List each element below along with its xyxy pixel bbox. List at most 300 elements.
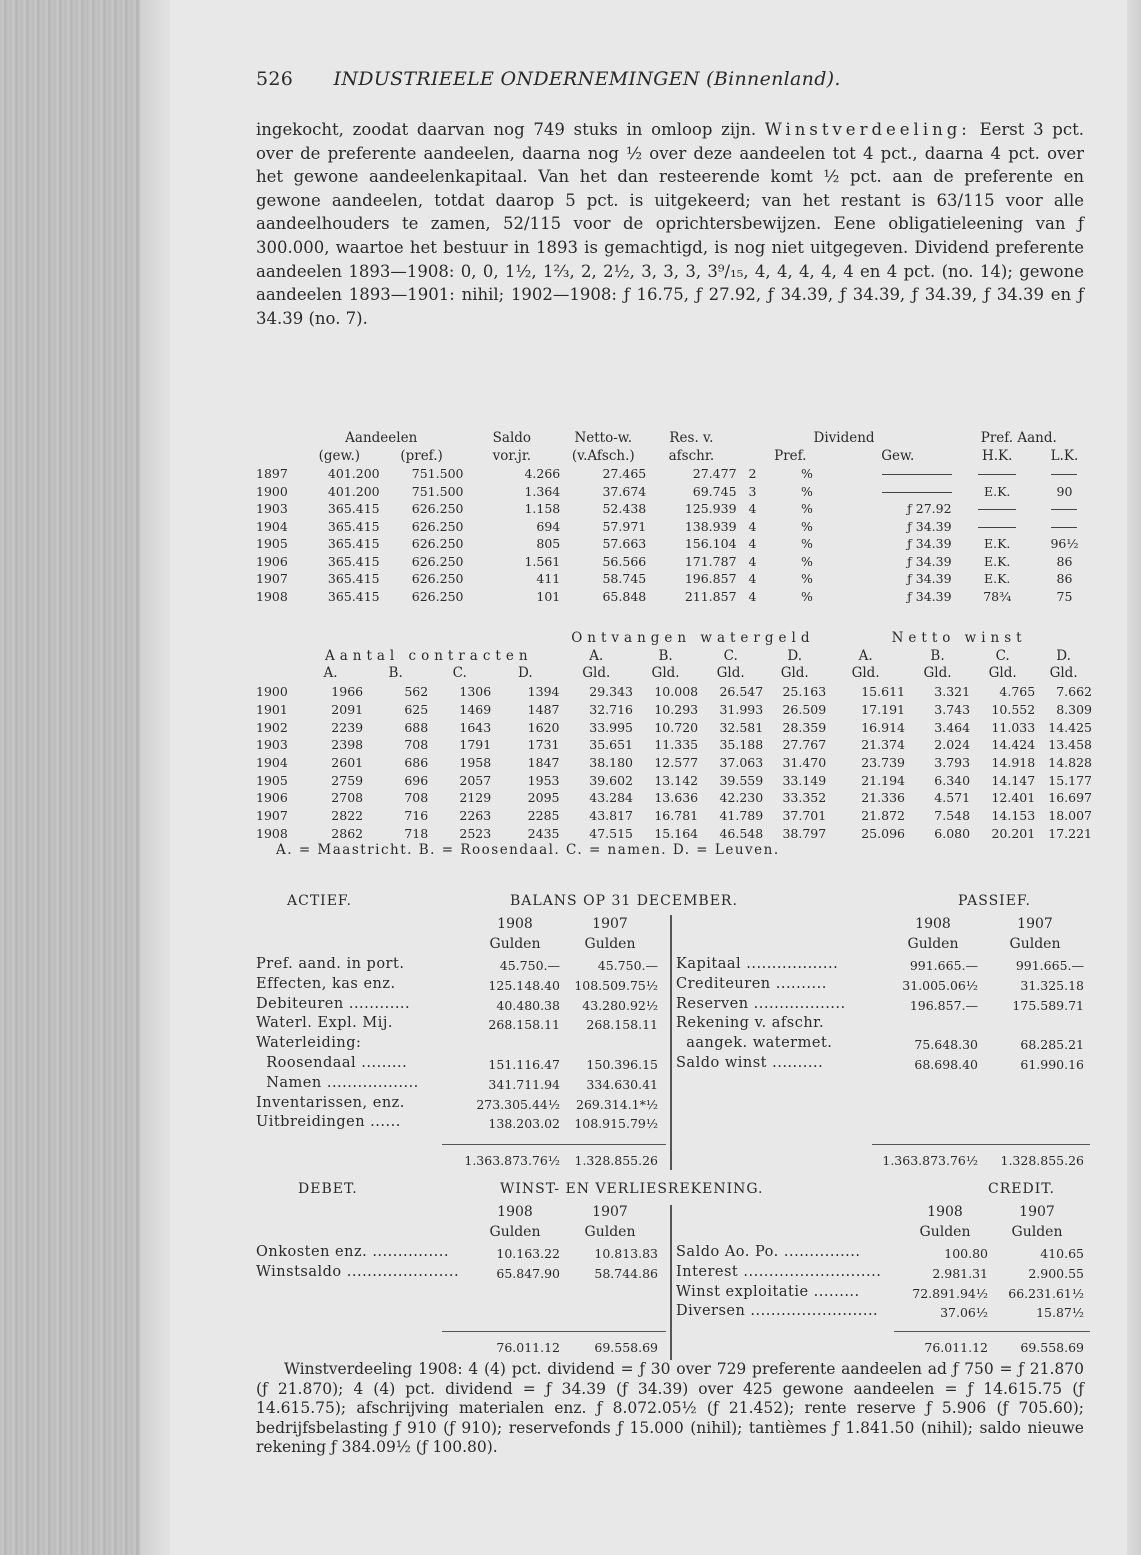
cell-netto-winst: 8.309	[1056, 701, 1092, 717]
row-label: Waterl. Expl. Mij.	[256, 1015, 393, 1032]
cell-netto: 57.971	[602, 518, 647, 534]
cell-year: 1904	[256, 754, 288, 770]
col-letter: A.	[858, 647, 873, 664]
cell-netto-winst: 14.147	[991, 772, 1036, 788]
credit-unit1: Gulden	[919, 1224, 971, 1240]
cell-netto-winst: 2.024	[934, 737, 971, 753]
col-letter: B.	[930, 647, 945, 664]
cell-watergeld: 33.149	[782, 772, 827, 788]
row-label: Inventarissen, enz.	[256, 1094, 405, 1111]
cell-watergeld: 46.548	[719, 825, 764, 841]
cell-pct: %	[801, 553, 813, 569]
cell-gew: 365.415	[327, 588, 380, 604]
cell-div-pref: 2	[748, 466, 757, 481]
cell-watergeld: 25.163	[782, 684, 827, 700]
col-letter: A.	[323, 665, 338, 682]
cell-res: 211.857	[684, 588, 737, 604]
cell-contracts: 2435	[527, 825, 560, 841]
debet-title: DEBET.	[298, 1181, 358, 1197]
value-1907: 43.280.92½	[582, 997, 658, 1013]
cell-contracts: 2285	[527, 808, 560, 824]
table-row	[256, 701, 1092, 719]
cell-div-gew: ƒ 27.92	[907, 501, 952, 516]
cell-hk: 78¾	[983, 588, 1012, 604]
cell-watergeld: 10.008	[654, 684, 699, 700]
table-row	[256, 807, 1092, 825]
cell-watergeld: 10.293	[654, 701, 699, 717]
cell-watergeld: 26.547	[719, 684, 764, 700]
value-1908: 75.648.30	[914, 1037, 978, 1053]
cell-contracts: 2862	[331, 825, 364, 841]
cell-res: 196.857	[684, 571, 737, 586]
cell-contracts: 708	[404, 737, 429, 753]
table-row	[256, 518, 1086, 536]
table-row	[256, 825, 1092, 843]
cell-watergeld: 16.781	[654, 808, 699, 824]
value-1908: 68.698.40	[914, 1057, 978, 1072]
cell-lk	[1043, 500, 1086, 518]
cell-watergeld: 33.995	[589, 719, 633, 735]
cell-contracts: 2239	[331, 719, 364, 735]
cell-saldo: 101	[536, 588, 561, 604]
col-unit: Gld.	[988, 665, 1017, 682]
row-label: Waterleiding:	[256, 1035, 362, 1052]
credit-year1: 1908	[927, 1204, 963, 1220]
cell-watergeld: 38.180	[589, 754, 633, 770]
cell-year: 1902	[256, 719, 288, 735]
actief-total-1908: 1.363.873.76½	[464, 1153, 560, 1168]
cell-watergeld: 39.602	[589, 772, 633, 788]
cell-year: 1901	[256, 701, 288, 717]
credit-total-rule	[894, 1331, 1090, 1332]
col-vafsch: (v.Afsch.)	[571, 447, 635, 464]
col-group-aandeelen: Aandeelen	[345, 430, 418, 446]
cell-div-pref: 4	[748, 536, 757, 551]
cell-hk: E.K.	[984, 536, 1011, 551]
cell-saldo: 805	[536, 536, 561, 551]
value-1907: 68.285.21	[1020, 1037, 1084, 1053]
row-label: Onkosten enz. ...............	[256, 1244, 449, 1260]
cell-contracts: 2759	[331, 772, 364, 788]
cell-netto: 52.438	[602, 501, 647, 516]
value-1907: 108.509.75½	[574, 977, 658, 993]
passief-title: PASSIEF.	[958, 893, 1031, 909]
cell-year: 1903	[256, 501, 288, 516]
cell-watergeld: 15.164	[654, 825, 699, 841]
cell-lk	[1043, 465, 1086, 483]
cell-netto-winst: 23.739	[861, 754, 905, 770]
cell-div-gew: ƒ 34.39	[907, 571, 952, 586]
row-label: Reserven ..................	[676, 995, 846, 1012]
value-1908: 37.06½	[940, 1305, 988, 1321]
cell-div-pref: 4	[748, 553, 757, 569]
cell-lk: 96½	[1050, 536, 1079, 551]
cell-contracts: 686	[404, 754, 429, 770]
debet-year2: 1907	[592, 1204, 628, 1220]
debet-total-1907: 69.558.69	[594, 1340, 658, 1355]
cell-watergeld: 32.716	[589, 701, 633, 717]
col-group-netto-winst: Netto winst	[891, 630, 1027, 646]
table-row	[256, 465, 1086, 483]
book-page-edges	[0, 0, 140, 1555]
value-1907: 61.990.16	[1020, 1057, 1084, 1072]
profit-distribution-paragraph	[256, 1360, 1084, 1458]
cell-div-pref: 4	[748, 518, 757, 534]
col-letter: C.	[995, 647, 1010, 664]
cell-div-gew	[844, 483, 952, 501]
credit-total-1907: 69.558.69	[1020, 1340, 1084, 1355]
book-right-edge	[1125, 0, 1141, 1555]
value-1907: 150.396.15	[586, 1057, 658, 1072]
cell-contracts: 2601	[331, 754, 364, 770]
cell-res: 138.939	[684, 518, 737, 534]
cell-gew: 365.415	[327, 518, 380, 534]
cell-pct: %	[801, 483, 813, 499]
cell-contracts: 1966	[331, 684, 364, 700]
cell-saldo: 1.158	[524, 501, 561, 516]
cell-contracts: 1643	[459, 719, 492, 735]
passief-year2: 1907	[1017, 916, 1053, 932]
value-1907: 175.589.71	[1012, 997, 1084, 1013]
col-saldo: Saldo	[492, 430, 532, 446]
table-row	[256, 553, 1086, 571]
cell-year: 1907	[256, 571, 288, 586]
row-label: Kapitaal ..................	[676, 956, 839, 972]
page-title: INDUSTRIEELE ONDERNEMINGEN (Binnenland).	[333, 68, 841, 90]
row-label: Uitbreidingen ......	[256, 1114, 401, 1131]
col-hk: H.K.	[981, 447, 1013, 464]
cell-div-gew: ƒ 34.39	[907, 536, 952, 551]
intro-line: ingekocht, zoodat daarvan nog 749 stuks in omloop zijn.	[256, 120, 757, 139]
cell-contracts: 1620	[527, 719, 560, 735]
table1-body	[256, 465, 1086, 605]
cell-saldo: 4.266	[524, 466, 561, 481]
cell-contracts: 2822	[331, 808, 364, 824]
cell-watergeld: 11.335	[654, 737, 699, 753]
cell-watergeld: 13.142	[654, 772, 699, 788]
cell-div-pref: 4	[748, 571, 757, 586]
col-lk: L.K.	[1050, 447, 1079, 464]
balans-divider	[670, 915, 672, 1170]
actief-title: ACTIEF.	[287, 893, 352, 909]
value-1908: 138.203.02	[488, 1116, 560, 1132]
cell-contracts: 708	[404, 790, 429, 806]
cell-watergeld: 43.817	[589, 808, 633, 824]
table-header-row-3	[256, 665, 1092, 683]
cell-lk: 86	[1056, 571, 1073, 586]
col-letter: A.	[589, 647, 604, 664]
value-1907: 410.65	[1040, 1246, 1084, 1261]
value-1907: 58.744.86	[594, 1265, 658, 1281]
col-netto: Netto-w.	[574, 430, 633, 446]
cell-watergeld: 41.789	[719, 808, 764, 824]
cell-contracts: 625	[404, 701, 429, 717]
cell-contracts: 1791	[459, 737, 492, 753]
cell-pct: %	[801, 536, 813, 551]
actief-year2: 1907	[592, 916, 628, 932]
cell-watergeld: 10.720	[654, 719, 699, 735]
cell-watergeld: 12.577	[654, 754, 699, 770]
cell-year: 1903	[256, 737, 288, 753]
cell-pref: 751.500	[411, 483, 464, 499]
value-1907: 10.813.83	[594, 1246, 658, 1261]
passief-total-1907: 1.328.855.26	[1000, 1153, 1084, 1168]
cell-gew: 365.415	[327, 553, 380, 569]
cell-pct: %	[801, 571, 813, 586]
cell-netto-winst: 14.918	[991, 754, 1036, 770]
col-div-pref: Pref.	[774, 447, 807, 464]
table-row	[256, 719, 1092, 737]
cell-netto: 37.674	[602, 483, 647, 499]
col-letter: C.	[723, 647, 738, 664]
cell-watergeld: 42.230	[719, 790, 764, 806]
col-res: Res. v.	[669, 430, 714, 446]
cell-netto-winst: 7.548	[934, 808, 971, 824]
col-pref: (pref.)	[400, 447, 443, 464]
cell-div-gew: ƒ 34.39	[907, 553, 952, 569]
col-letter: D.	[518, 665, 533, 682]
dash-placeholder	[978, 527, 1016, 528]
actief-unit2: Gulden	[584, 936, 636, 952]
row-label: Saldo winst ..........	[676, 1055, 824, 1071]
dash-placeholder	[882, 474, 952, 475]
cell-contracts: 1847	[527, 754, 560, 770]
value-1908: 100.80	[944, 1246, 988, 1261]
table-subheader-row	[256, 448, 1086, 466]
cell-netto-winst: 14.425	[1048, 719, 1092, 735]
cell-saldo: 1.561	[524, 553, 561, 569]
cell-netto-winst: 15.611	[861, 684, 905, 700]
value-1908: 151.116.47	[488, 1057, 560, 1072]
cell-div-pref: 4	[748, 501, 757, 516]
cell-contracts: 2129	[459, 790, 492, 806]
table-header-row-2	[256, 648, 1092, 666]
value-1908: 268.158.11	[488, 1017, 560, 1033]
value-1908: 196.857.—	[909, 997, 978, 1013]
table-row	[256, 736, 1092, 754]
cell-watergeld: 35.188	[719, 737, 764, 753]
dash-placeholder	[1051, 474, 1077, 475]
profit-distribution-text: Winstverdeeling 1908: 4 (4) pct. dividend = ƒ 30 over 729 preferente aandeelen ad ƒ 750 = ƒ 21.870 (ƒ 21.870); 4 (4) pct. dividend = ƒ 34.39 (ƒ 34.39) over 425 gewone aandeelen = ƒ 14.615.75 (ƒ 14.615.75); afschrijving materialen enz. ƒ 8.072.05½ (ƒ 21.452); rente reserve ƒ 5.906 (ƒ 705.60); bedrijfsbelasting ƒ 910 (ƒ 910); reservefonds ƒ 15.000 (nihil); tantièmes ƒ 1.841.50 (nihil); saldo nieuwe rekening ƒ 384.09½ (ƒ 100.80).	[256, 1360, 1084, 1456]
col-div-gew: Gew.	[881, 447, 915, 464]
cell-saldo: 411	[536, 571, 561, 586]
col-letter: B.	[388, 665, 403, 682]
cell-netto-winst: 25.096	[861, 825, 905, 841]
row-label: Effecten, kas enz.	[256, 975, 396, 992]
cell-hk	[952, 500, 1043, 518]
cell-div-gew: ƒ 34.39	[907, 518, 952, 534]
value-1908: 2.981.31	[932, 1265, 988, 1281]
table-row	[256, 535, 1086, 553]
dash-placeholder	[1051, 509, 1077, 510]
cell-pct: %	[801, 588, 813, 604]
debet-total-rule	[442, 1331, 666, 1332]
cell-netto: 58.745	[602, 571, 647, 586]
cell-netto: 27.465	[602, 466, 647, 481]
cell-year: 1907	[256, 808, 288, 824]
cell-saldo: 1.364	[524, 483, 561, 499]
cell-watergeld: 13.636	[654, 790, 699, 806]
cell-pref: 626.250	[411, 553, 464, 569]
cell-netto-winst: 10.552	[991, 701, 1036, 717]
cell-netto-winst: 14.828	[1048, 754, 1092, 770]
value-1907: 45.750.—	[597, 958, 658, 973]
col-unit: Gld.	[1049, 665, 1078, 682]
cell-netto-winst: 6.080	[934, 825, 971, 841]
cell-pct: %	[801, 466, 813, 481]
debet-year1: 1908	[497, 1204, 533, 1220]
cell-watergeld: 26.509	[782, 701, 827, 717]
col-group-ontvangen: Ontvangen watergeld	[571, 630, 815, 646]
table-row	[256, 683, 1092, 701]
actief-total-1907: 1.328.855.26	[574, 1153, 658, 1168]
debet-unit1: Gulden	[489, 1224, 541, 1240]
cell-div-gew	[844, 465, 952, 483]
cell-watergeld: 37.701	[782, 808, 827, 824]
row-label: Winstsaldo ......................	[256, 1263, 460, 1280]
row-label: Interest ...........................	[676, 1263, 882, 1280]
col-letter: C.	[452, 665, 467, 682]
cell-year: 1900	[256, 483, 288, 499]
dash-placeholder	[882, 492, 952, 493]
cell-netto-winst: 14.153	[991, 808, 1036, 824]
cell-netto-winst: 11.033	[991, 719, 1036, 735]
cell-hk: E.K.	[984, 483, 1011, 499]
cell-netto-winst: 6.340	[934, 772, 971, 788]
cell-pref: 626.250	[411, 571, 464, 586]
cell-contracts: 2398	[331, 737, 364, 753]
value-1907: 15.87½	[1036, 1305, 1084, 1321]
cell-gew: 401.200	[327, 466, 380, 481]
cell-res: 125.939	[684, 501, 737, 516]
cell-watergeld: 47.515	[589, 825, 633, 841]
value-1908: 45.750.—	[499, 958, 560, 973]
col-gew: (gew.)	[318, 447, 361, 464]
cell-netto-winst: 17.221	[1048, 825, 1092, 841]
cell-res: 156.104	[684, 536, 737, 551]
cell-pref: 751.500	[411, 466, 464, 481]
value-1908: 991.665.—	[909, 958, 978, 973]
col-group-aantal: Aantal contracten	[324, 647, 533, 664]
cell-contracts: 716	[404, 808, 429, 824]
cell-year: 1900	[256, 684, 288, 700]
cell-pct: %	[801, 501, 813, 516]
cell-year: 1897	[256, 466, 288, 481]
cell-lk: 86	[1056, 553, 1073, 569]
cell-netto-winst: 20.201	[991, 825, 1036, 841]
credit-unit2: Gulden	[1011, 1224, 1063, 1240]
cell-contracts: 688	[404, 719, 429, 735]
cell-saldo: 694	[536, 518, 561, 534]
cell-contracts: 718	[404, 825, 429, 841]
cell-watergeld: 39.559	[719, 772, 764, 788]
cell-watergeld: 28.359	[782, 719, 827, 735]
cell-netto-winst: 4.571	[934, 790, 971, 806]
cell-netto-winst: 21.194	[861, 772, 905, 788]
value-1907: 334.630.41	[586, 1076, 658, 1092]
intro-paragraph	[256, 118, 1084, 330]
cell-contracts: 1953	[527, 772, 560, 788]
winstverdeeling-term: Winstverdeeling:	[764, 120, 971, 139]
cell-div-pref: 4	[748, 588, 757, 604]
cell-res: 171.787	[684, 553, 737, 569]
table-header-row	[256, 630, 1092, 648]
cell-year: 1904	[256, 518, 288, 534]
cell-contracts: 1469	[459, 701, 492, 717]
cell-hk	[952, 465, 1043, 483]
col-group-pref-aand: Pref. Aand.	[980, 430, 1057, 446]
cell-contracts: 1306	[459, 684, 492, 700]
cell-netto-winst: 18.007	[1048, 808, 1092, 824]
row-label: Debiteuren ............	[256, 995, 411, 1012]
table2-body	[256, 683, 1092, 842]
cell-netto-winst: 16.697	[1048, 790, 1092, 806]
cell-watergeld: 27.767	[782, 737, 827, 753]
cell-pref: 626.250	[411, 588, 464, 604]
cell-contracts: 2708	[331, 790, 364, 806]
cell-hk	[952, 518, 1043, 536]
passief-total-rule	[872, 1144, 1090, 1145]
balans-title: BALANS OP 31 DECEMBER.	[510, 893, 738, 909]
cell-gew: 401.200	[327, 483, 380, 499]
col-unit: Gld.	[923, 665, 952, 682]
book-page	[170, 0, 1127, 1555]
debet-total-1908: 76.011.12	[496, 1340, 560, 1355]
cell-contracts: 2057	[459, 772, 492, 788]
dash-placeholder	[1051, 527, 1077, 528]
cell-year: 1905	[256, 536, 288, 551]
cell-netto-winst: 21.872	[861, 808, 905, 824]
col-unit: Gld.	[716, 665, 745, 682]
cell-gew: 365.415	[327, 571, 380, 586]
value-1907: 269.314.1*½	[576, 1096, 658, 1112]
cell-gew: 365.415	[327, 536, 380, 551]
actief-year1: 1908	[497, 916, 533, 932]
cell-pref: 626.250	[411, 536, 464, 551]
col-unit: Gld.	[851, 665, 880, 682]
cell-netto-winst: 17.191	[861, 701, 905, 717]
table-row	[256, 500, 1086, 518]
cell-contracts: 1958	[459, 754, 492, 770]
table-row	[256, 483, 1086, 501]
cell-contracts: 1394	[527, 684, 560, 700]
cell-watergeld: 35.651	[589, 737, 633, 753]
table-header-row	[256, 430, 1086, 448]
row-label: Namen ..................	[256, 1074, 419, 1091]
cell-netto-winst: 7.662	[1056, 684, 1092, 700]
cell-netto-winst: 21.374	[861, 737, 905, 753]
row-label: Winst exploitatie .........	[676, 1283, 860, 1300]
cell-div-gew: ƒ 34.39	[907, 588, 952, 604]
cell-netto: 65.848	[602, 588, 647, 604]
cell-watergeld: 29.343	[589, 684, 633, 700]
cell-watergeld: 38.797	[782, 825, 827, 841]
cell-netto-winst: 4.765	[999, 684, 1036, 700]
col-letter: D.	[1056, 647, 1071, 664]
credit-total-1908: 76.011.12	[924, 1340, 988, 1355]
cell-netto-winst: 21.336	[861, 790, 905, 806]
winst-divider	[670, 1205, 672, 1360]
cell-netto-winst: 3.793	[934, 754, 971, 770]
value-1907: 31.325.18	[1020, 977, 1084, 993]
cell-lk: 90	[1056, 483, 1073, 499]
cell-watergeld: 43.284	[589, 790, 633, 806]
actief-total-rule	[442, 1144, 666, 1145]
cell-netto-winst: 3.743	[934, 701, 971, 717]
cell-res: 69.745	[692, 483, 737, 499]
intro-body: Eerst 3 pct. over de preferente aandeelen, daarna nog ½ over deze aandeelen tot 4 pct., daarna 4 pct. over het gewone aandeelenkapitaal. Van het dan resteerende komt ½ pct. aan de preferente en gewone aandeelen, totdat daarop 5 pct. is uitgekeerd; van het restant is 63/115 voor alle aandeelhouders te zamen, 52/115 voor de oprichtersbewijzen. Eene obligatieleening van ƒ 300.000, waartoe het bestuur in 1893 is gemachtigd, is nog niet uitgegeven. Dividend preferente aandeelen 1893—1908: 0, 0, 1½, 1⅔, 2, 2½, 3, 3, 3, 3⁹/₁₅, 4, 4, 4, 4, 4 en 4 pct. (no. 14); gewone aandeelen 1893—1901: nihil; 1902—1908: ƒ 16.75, ƒ 27.92, ƒ 34.39, ƒ 34.39, ƒ 34.39, ƒ 34.39 en ƒ 34.39 (no. 7).	[256, 120, 1084, 328]
actief-unit1: Gulden	[489, 936, 541, 952]
